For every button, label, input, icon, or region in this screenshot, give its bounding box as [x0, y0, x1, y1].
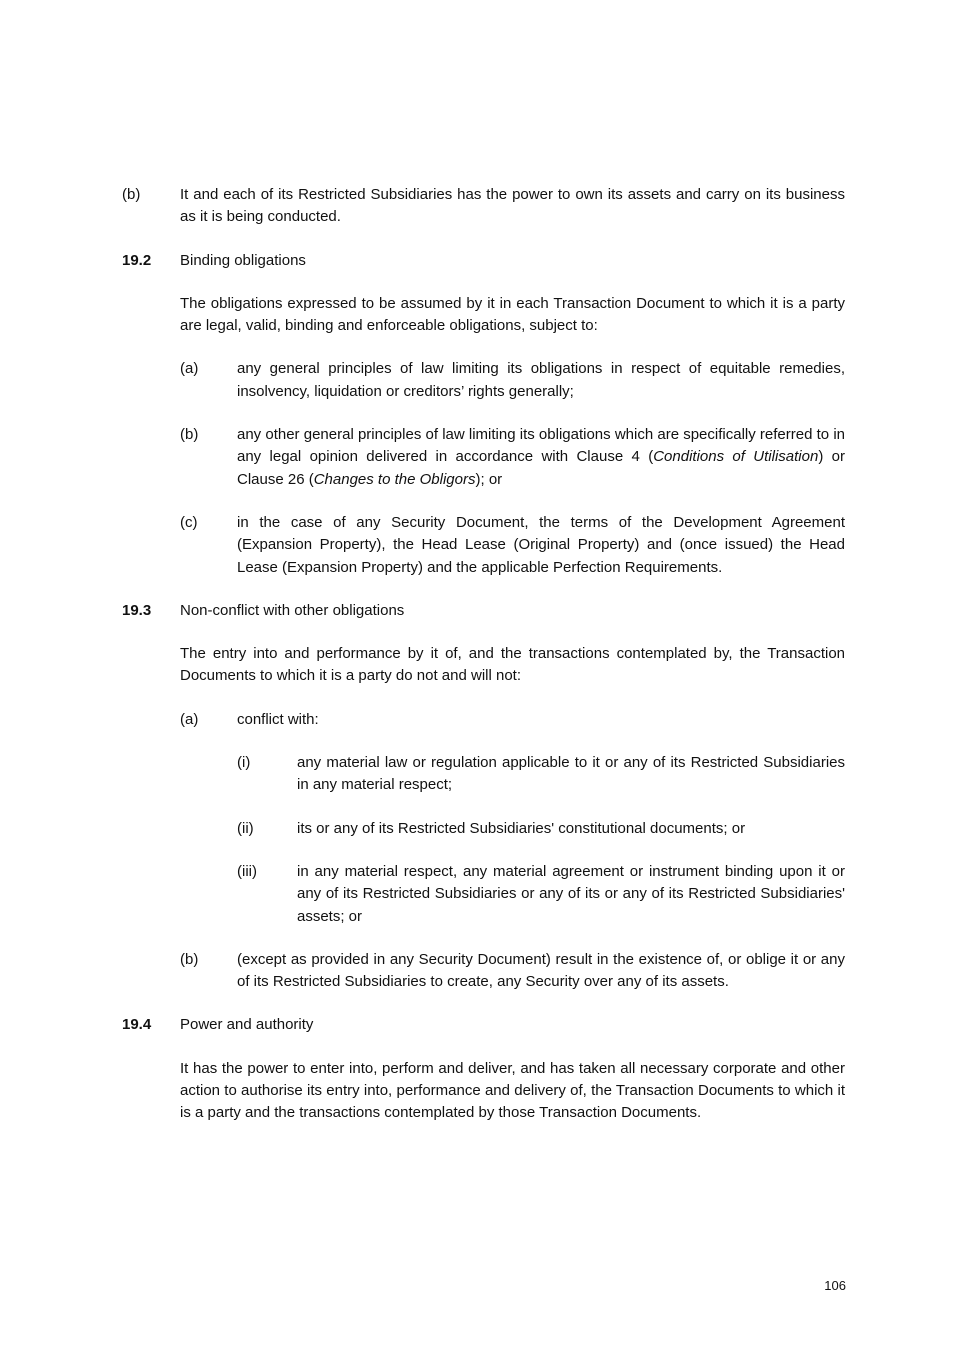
- clause-19-3-a-ii: [237, 818, 845, 840]
- section-19-4-heading: [122, 1014, 845, 1036]
- section-title: Power and authority: [180, 1016, 314, 1034]
- clause-text: any general principles of law limiting its obligations in respect of equitable remedies, insolvency, liquidation or creditors’ rights generally;: [237, 360, 845, 400]
- clause-text: any material law or regulation applicable to it or any of its Restricted Subsidiaries in any material respect;: [297, 754, 845, 794]
- defined-term-italic: Changes to the Obligors: [313, 470, 476, 488]
- clause-label: (b): [122, 186, 141, 203]
- section-19-2-intro: The obligations expressed to be assumed by it in each Transaction Document to which it is a party are legal, valid, binding and enforceable obligations, subject to:: [180, 294, 845, 335]
- clause-19-3-a-iii: [237, 861, 845, 928]
- section-title: Non-conflict with other obligations: [180, 601, 405, 619]
- clause-19-2-b: [180, 424, 845, 491]
- clause-label: (b): [180, 426, 199, 444]
- clause-label: (c): [180, 513, 198, 531]
- clause-19-2-c: [180, 512, 845, 579]
- section-19-3-intro: The entry into and performance by it of, and the transactions contemplated by, the Transaction Documents to which it is a party do not and will not:: [180, 645, 845, 685]
- clause-label: (iii): [237, 862, 257, 880]
- clause-text: in any material respect, any material agreement or instrument binding upon it or any of its Restricted Subsidiaries or any of its or any of its Restricted Subsidiaries' assets; or: [297, 862, 845, 925]
- clause-text: in the case of any Security Document, the terms of the Development Agreement (Expansion Property), the Head Lease (Original Property) and (once issued) the Head Lease (Expansion Property) and the applicable Perfection Requirements.: [237, 513, 845, 576]
- clause-text: It and each of its Restricted Subsidiaries has the power to own its assets and carry on its business as it is being conducted.: [180, 186, 845, 226]
- section-number: 19.4: [122, 1016, 152, 1034]
- page-content: [122, 184, 845, 1146]
- clause-label: (b): [180, 950, 199, 968]
- section-19-2-heading: [122, 250, 845, 272]
- clause-text-part: any other general principles of law limiting its obligations which are specifically referred to in any legal opinion delivered in accordance with Clause 4 (: [237, 426, 845, 466]
- clause-label: (a): [180, 360, 199, 378]
- defined-term-italic: Conditions of Utilisation: [653, 448, 819, 466]
- clause-label: (i): [237, 754, 251, 772]
- clause-19-3-b: [180, 949, 845, 994]
- section-19-3-heading: [122, 600, 845, 622]
- clause-text: [237, 424, 845, 491]
- section-number: 19.3: [122, 601, 152, 619]
- section-title: Binding obligations: [180, 251, 306, 269]
- clause-text-part: ) or Clause 26 (: [237, 448, 846, 488]
- clause-b-top: [122, 184, 845, 229]
- section-number: 19.2: [122, 251, 152, 269]
- clause-text: its or any of its Restricted Subsidiaries' constitutional documents; or: [297, 819, 746, 837]
- page-number: 106: [824, 1278, 846, 1293]
- clause-label: (ii): [237, 819, 254, 837]
- clause-text: (except as provided in any Security Document) result in the existence of, or oblige it or any of its Restricted Subsidiaries to create, any Security over any of its assets.: [237, 950, 845, 991]
- clause-text: conflict with:: [237, 710, 319, 728]
- clause-19-3-a: [180, 709, 845, 731]
- clause-19-2-a: [180, 358, 845, 403]
- section-19-4-body: It has the power to enter into, perform and deliver, and has taken all necessary corporate and other action to authorise its entry into, performance and delivery of, the Transaction Documents to which it is a party and the transactions contemplated by those Transaction Documents.: [180, 1059, 845, 1122]
- clause-text-part: ); or: [475, 470, 503, 488]
- clause-19-3-a-i: [237, 752, 845, 797]
- clause-label: (a): [180, 710, 199, 728]
